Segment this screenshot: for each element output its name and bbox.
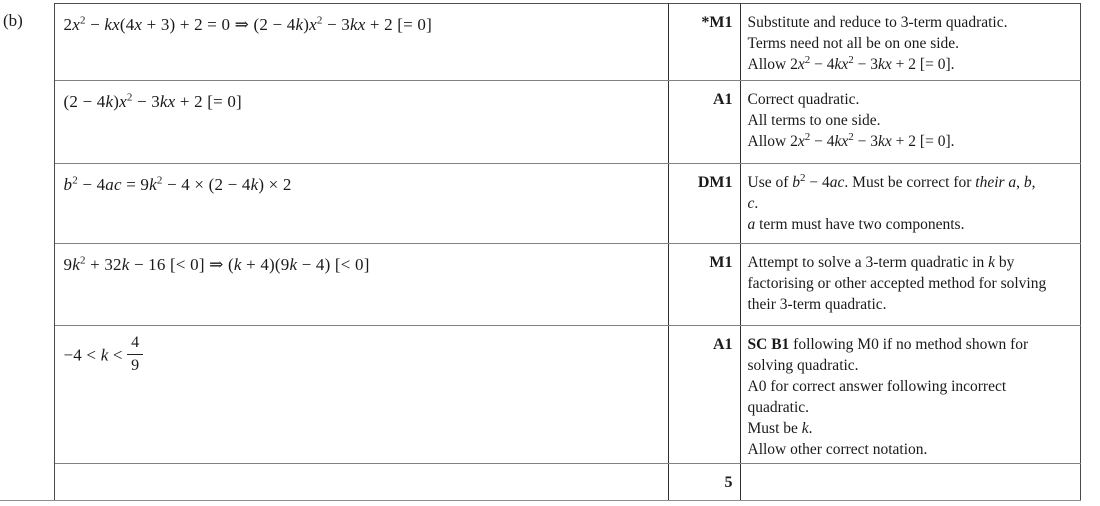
comment-cell: Substitute and reduce to 3-term quadratic. Terms need not all be on one side. Allow $2x^2 - 4kx^2 - 3kx + 2$ [= 0]. (740, 4, 1080, 81)
working-cell: $2x^2 - kx(4x + 3) + 2 = 0$ ⇒ $(2 - 4k)x^2 - 3kx + 2$ [= 0] (54, 4, 668, 81)
table-row (0, 164, 1080, 244)
fraction: $\frac{4}{9}$ (127, 335, 143, 374)
table-row (0, 244, 1080, 326)
mark-code-cell: A1 (668, 326, 740, 464)
table-row (0, 4, 1080, 81)
mark-code-cell: DM1 (668, 164, 740, 244)
mark-code-cell: *M1 (668, 4, 740, 81)
table-row (0, 81, 1080, 164)
part-label: (b) (3, 10, 23, 30)
comment-cell: Correct quadratic. All terms to one side. Allow $2x^2 - 4kx^2 - 3kx + 2$ [= 0]. (740, 81, 1080, 164)
mark-scheme-page (0, 3, 1100, 506)
mark-code-cell: A1 (668, 81, 740, 164)
comment-cell: Attempt to solve a 3-term quadratic in k by factorising or other accepted method for solving their 3-term quadratic. (740, 244, 1080, 326)
table-row (0, 326, 1080, 464)
mark-code-cell: M1 (668, 244, 740, 326)
comment-cell: Use of $b^2 - 4ac$. Must be correct for their a, b, c. a term must have two components. (740, 164, 1080, 244)
working-cell: $(2 - 4k)x^2 - 3kx + 2$ [= 0] (54, 81, 668, 164)
empty-working-cell (54, 464, 668, 501)
empty-comment-cell (740, 464, 1080, 501)
part-label-cell (0, 4, 54, 501)
mark-scheme-table (0, 3, 1081, 501)
total-marks-cell: 5 (668, 464, 740, 501)
total-row (0, 464, 1080, 501)
working-cell: $9k^2 + 32k - 16$ [< 0] ⇒ (k + 4)(9k − 4) [< 0] (54, 244, 668, 326)
working-cell: −4 < k < $\frac{4}{9}$ (54, 326, 668, 464)
working-cell: $b^2 - 4ac = 9k^2 - 4 \times (2 - 4k) \times 2$ (54, 164, 668, 244)
comment-cell: SC B1 following M0 if no method shown for solving quadratic. A0 for correct answer following incorrect quadratic. Must be k. Allow other correct notation. (740, 326, 1080, 464)
